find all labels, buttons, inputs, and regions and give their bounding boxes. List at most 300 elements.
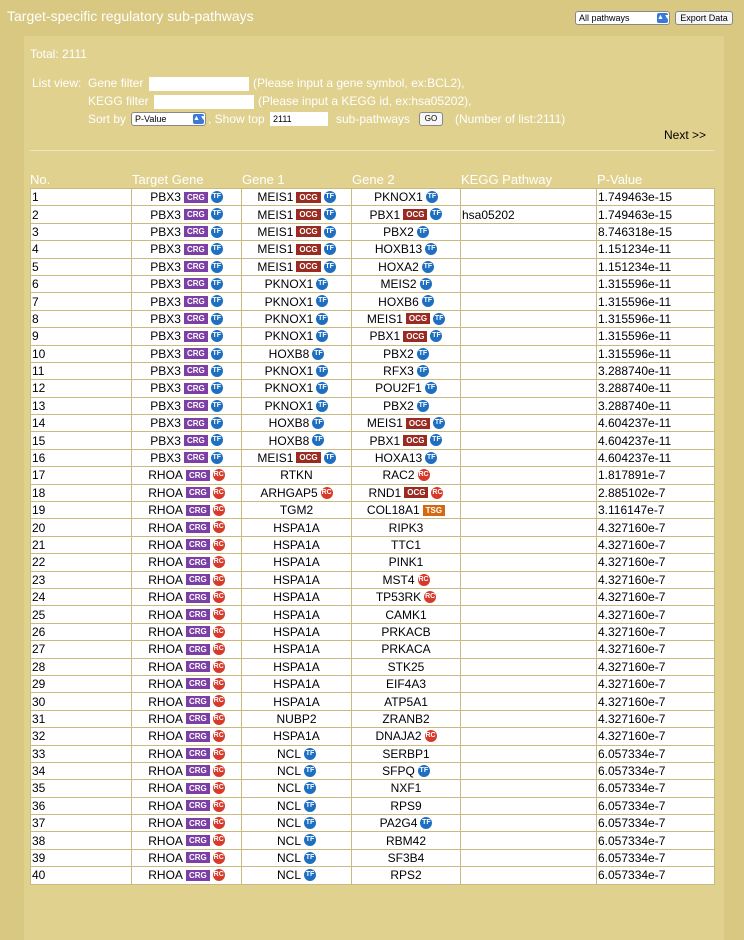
rc-icon[interactable]: RC [213, 695, 225, 707]
gene-symbol-link[interactable]: PKNOX1 [264, 311, 314, 326]
gene-symbol-link[interactable]: HSPA1A [273, 590, 320, 605]
gene-symbol-link[interactable]: PKNOX1 [264, 329, 314, 344]
ocg-badge[interactable]: OCG [296, 261, 320, 272]
tf-icon[interactable]: TF [304, 782, 316, 794]
crg-badge[interactable]: CRG [186, 557, 210, 568]
gene-symbol-link[interactable]: NCL [276, 781, 301, 796]
target-gene-cell [132, 432, 242, 449]
crg-badge[interactable]: CRG [184, 278, 208, 289]
crg-badge[interactable]: CRG [186, 644, 210, 655]
tf-icon[interactable]: TF [211, 243, 223, 255]
gene-symbol-link[interactable]: PBX1 [369, 433, 401, 448]
rc-icon[interactable]: RC [321, 487, 333, 499]
crg-badge[interactable]: CRG [184, 226, 208, 237]
tf-icon[interactable]: TF [211, 208, 223, 220]
gene-symbol-link[interactable]: HOXB8 [268, 416, 310, 431]
rc-icon[interactable]: RC [213, 713, 225, 725]
tf-icon[interactable]: TF [304, 765, 316, 777]
target-gene-cell [132, 641, 242, 658]
tf-icon[interactable]: TF [304, 852, 316, 864]
gene-symbol-link[interactable]: RHOA [148, 833, 183, 848]
gene-symbol-link[interactable]: RHOA [148, 746, 183, 761]
gene-symbol-link[interactable]: SFPQ [382, 764, 415, 779]
crg-badge[interactable]: CRG [184, 296, 208, 307]
crg-badge[interactable]: CRG [186, 800, 210, 811]
tf-icon[interactable]: TF [211, 191, 223, 203]
tf-icon[interactable]: TF [316, 365, 328, 377]
gene-symbol-link[interactable]: PBX3 [150, 433, 181, 448]
gene-symbol-link[interactable]: HSPA1A [273, 624, 320, 639]
target-gene-cell [132, 206, 242, 223]
gene-symbol-link[interactable]: HSPA1A [273, 659, 320, 674]
gene-2-cell [352, 362, 461, 379]
rc-icon[interactable]: RC [213, 800, 225, 812]
gene-symbol-link[interactable]: MST4 [382, 572, 415, 587]
ocg-badge[interactable]: OCG [406, 313, 430, 324]
tf-icon[interactable]: TF [417, 226, 429, 238]
crg-badge[interactable]: CRG [184, 418, 208, 429]
tf-icon[interactable]: TF [417, 365, 429, 377]
gene-symbol-link[interactable]: HSPA1A [273, 520, 320, 535]
gene-symbol-link[interactable]: HOXB13 [374, 242, 423, 257]
crg-badge[interactable]: CRG [186, 574, 210, 585]
ocg-badge[interactable]: OCG [403, 331, 427, 342]
crg-badge[interactable]: CRG [184, 313, 208, 324]
tf-icon[interactable]: TF [312, 348, 324, 360]
gene-symbol-link[interactable]: MEIS1 [257, 224, 294, 239]
gene-symbol-link[interactable]: RHOA [148, 694, 183, 709]
gene-symbol-link[interactable]: HSPA1A [273, 538, 320, 552]
crg-badge[interactable]: CRG [186, 765, 210, 776]
crg-badge[interactable]: CRG [186, 470, 210, 481]
gene-symbol-link[interactable]: HSPA1A [273, 572, 320, 587]
tf-icon[interactable]: TF [422, 295, 434, 307]
rc-icon[interactable]: RC [213, 521, 225, 533]
crg-badge[interactable]: CRG [184, 244, 208, 255]
crg-badge[interactable]: CRG [184, 435, 208, 446]
tf-icon[interactable]: TF [211, 434, 223, 446]
tf-icon[interactable]: TF [430, 434, 442, 446]
gene-symbol-link[interactable]: PKNOX1 [264, 398, 314, 413]
gene-symbol-link[interactable]: TGM2 [279, 503, 314, 518]
gene-symbol-link[interactable]: NCL [276, 764, 301, 779]
rc-icon[interactable]: RC [213, 608, 225, 620]
crg-badge[interactable]: CRG [184, 261, 208, 272]
gene-1-cell [242, 641, 352, 658]
gene-symbol-link[interactable]: HSPA1A [273, 694, 320, 709]
tf-icon[interactable]: TF [418, 765, 430, 777]
gene-symbol-link[interactable]: PBX3 [150, 381, 181, 396]
gene-symbol-link[interactable]: RAC2 [382, 468, 415, 483]
gene-filter-input[interactable] [149, 77, 249, 91]
gene-symbol-link[interactable]: RTKN [280, 468, 313, 483]
gene-2-cell [352, 641, 461, 658]
row-number: 24 [31, 588, 132, 605]
tf-icon[interactable]: TF [211, 261, 223, 273]
ocg-badge[interactable]: OCG [403, 435, 427, 446]
gene-symbol-link[interactable]: RHOA [148, 711, 183, 726]
tf-icon[interactable]: TF [430, 330, 442, 342]
gene-symbol-link[interactable]: PBX3 [150, 259, 181, 274]
gene-symbol-link[interactable]: SF3B4 [387, 851, 425, 866]
gene-symbol-link[interactable]: PBX3 [150, 451, 181, 466]
gene-symbol-link[interactable]: MEIS1 [257, 259, 294, 274]
gene-symbol-link[interactable]: HSPA1A [273, 642, 320, 657]
gene-symbol-link[interactable]: HOXB6 [378, 294, 419, 309]
rc-icon[interactable]: RC [213, 556, 225, 568]
gene-symbol-link[interactable]: PBX3 [150, 311, 181, 326]
crg-badge[interactable]: CRG [184, 383, 208, 394]
rc-icon[interactable]: RC [213, 678, 225, 690]
gene-symbol-link[interactable]: PKNOX1 [264, 364, 314, 379]
tf-icon[interactable]: TF [211, 452, 223, 464]
ocg-badge[interactable]: OCG [296, 226, 320, 237]
rc-icon[interactable]: RC [213, 591, 225, 603]
kegg-pathway-cell [461, 675, 597, 692]
gene-symbol-link[interactable]: RHOA [148, 677, 183, 692]
rc-icon[interactable]: RC [424, 591, 436, 603]
ocg-badge[interactable]: OCG [296, 209, 320, 220]
gene-symbol-link[interactable]: RHOA [148, 851, 183, 866]
rc-icon[interactable]: RC [213, 765, 225, 777]
gene-symbol-link[interactable]: PBX3 [150, 224, 181, 239]
gene-symbol-link[interactable]: PINK1 [388, 555, 424, 570]
ocg-badge[interactable]: OCG [406, 418, 430, 429]
crg-badge[interactable]: CRG [186, 713, 210, 724]
gene-2-cell [352, 867, 461, 884]
tf-icon[interactable]: TF [304, 817, 316, 829]
tf-icon[interactable]: TF [417, 348, 429, 360]
go-button[interactable]: GO [419, 112, 443, 126]
crg-badge[interactable]: CRG [184, 400, 208, 411]
gene-1-cell [242, 536, 352, 553]
tf-icon[interactable]: TF [211, 417, 223, 429]
gene-symbol-link[interactable]: MEIS1 [366, 416, 403, 431]
gene-symbol-link[interactable]: RHOA [148, 764, 183, 779]
gene-symbol-link[interactable]: PBX1 [369, 207, 401, 222]
tf-icon[interactable]: TF [324, 208, 336, 220]
gene-2-cell [352, 502, 461, 519]
gene-symbol-link[interactable]: RHOA [148, 572, 183, 587]
gene-symbol-link[interactable]: RHOA [148, 781, 183, 796]
tf-icon[interactable]: TF [433, 417, 445, 429]
tf-icon[interactable]: TF [420, 278, 432, 290]
gene-symbol-link[interactable]: RPS9 [390, 798, 422, 813]
gene-symbol-link[interactable]: HOXB8 [268, 433, 310, 448]
gene-symbol-link[interactable]: PKNOX1 [264, 277, 314, 292]
gene-symbol-link[interactable]: PRKACA [381, 642, 431, 657]
crg-badge[interactable]: CRG [184, 192, 208, 203]
tf-icon[interactable]: TF [430, 208, 442, 220]
gene-symbol-link[interactable]: RHOA [148, 538, 183, 552]
p-value-cell: 4.327160e-7 [597, 554, 715, 571]
crg-badge[interactable]: CRG [186, 748, 210, 759]
gene-symbol-link[interactable]: RHOA [148, 503, 183, 518]
gene-symbol-link[interactable]: EIF4A3 [385, 677, 427, 692]
gene-symbol-link[interactable]: MEIS1 [257, 190, 294, 205]
gene-symbol-link[interactable]: PBX3 [150, 207, 181, 222]
tf-icon[interactable]: TF [324, 261, 336, 273]
gene-symbol-link[interactable]: PBX3 [150, 190, 181, 205]
tf-icon[interactable]: TF [304, 869, 316, 881]
tf-icon[interactable]: TF [425, 452, 437, 464]
gene-symbol-link[interactable]: RHOA [148, 659, 183, 674]
rc-icon[interactable]: RC [431, 487, 443, 499]
gene-symbol-link[interactable]: RIPK3 [388, 520, 424, 535]
rc-icon[interactable]: RC [213, 487, 225, 499]
tf-icon[interactable]: TF [425, 382, 437, 394]
tf-icon[interactable]: TF [316, 330, 328, 342]
tf-icon[interactable]: TF [316, 278, 328, 290]
gene-symbol-link[interactable]: NCL [276, 746, 301, 761]
rc-icon[interactable]: RC [213, 574, 225, 586]
gene-symbol-link[interactable]: PBX2 [383, 224, 414, 239]
crg-badge[interactable]: CRG [186, 626, 210, 637]
gene-symbol-link[interactable]: TP53RK [375, 590, 422, 605]
tf-icon[interactable]: TF [426, 191, 438, 203]
gene-symbol-link[interactable]: HSPA1A [273, 607, 320, 622]
gene-symbol-link[interactable]: HOXA13 [374, 451, 423, 466]
gene-symbol-link[interactable]: MEIS1 [257, 242, 294, 257]
rc-icon[interactable]: RC [213, 852, 225, 864]
crg-badge[interactable]: CRG [184, 365, 208, 376]
gene-symbol-link[interactable]: NCL [276, 868, 301, 883]
gene-symbol-link[interactable]: SERBP1 [382, 746, 430, 761]
gene-symbol-link[interactable]: RHOA [148, 816, 183, 831]
crg-badge[interactable]: CRG [186, 505, 210, 516]
gene-symbol-link[interactable]: RHOA [148, 868, 183, 883]
tf-icon[interactable]: TF [312, 417, 324, 429]
table-row [31, 606, 715, 623]
tf-icon[interactable]: TF [312, 434, 324, 446]
gene-symbol-link[interactable]: NXF1 [390, 781, 422, 796]
ocg-badge[interactable]: OCG [404, 487, 428, 498]
tf-icon[interactable]: TF [211, 348, 223, 360]
rc-icon[interactable]: RC [213, 661, 225, 673]
pathway-select[interactable] [575, 11, 670, 25]
tf-icon[interactable]: TF [316, 382, 328, 394]
rc-icon[interactable]: RC [213, 869, 225, 881]
gene-1-cell [242, 415, 352, 432]
next-page-link[interactable]: Next >> [664, 128, 707, 142]
tsg-badge[interactable]: TSG [423, 505, 445, 516]
crg-badge[interactable]: CRG [186, 852, 210, 863]
rc-icon[interactable]: RC [213, 730, 225, 742]
tf-icon[interactable]: TF [433, 313, 445, 325]
gene-symbol-link[interactable]: HOXA2 [378, 259, 419, 274]
rc-icon[interactable]: RC [213, 539, 225, 551]
gene-symbol-link[interactable]: RHOA [148, 485, 183, 500]
tf-icon[interactable]: TF [211, 365, 223, 377]
rc-icon[interactable]: RC [213, 782, 225, 794]
table-row [31, 728, 715, 745]
ocg-badge[interactable]: OCG [296, 452, 320, 463]
tf-icon[interactable]: TF [324, 226, 336, 238]
tf-icon[interactable]: TF [316, 400, 328, 412]
kegg-pathway-cell [461, 432, 597, 449]
gene-symbol-link[interactable]: ATP5A1 [384, 694, 428, 709]
gene-symbol-link[interactable]: NCL [276, 816, 301, 831]
tf-icon[interactable]: TF [211, 278, 223, 290]
target-gene-cell [132, 797, 242, 814]
tf-icon[interactable]: TF [304, 748, 316, 760]
gene-symbol-link[interactable]: ARHGAP5 [260, 485, 318, 500]
export-data-button[interactable]: Export Data [675, 11, 733, 25]
crg-badge[interactable]: CRG [186, 783, 210, 794]
gene-symbol-link[interactable]: HSPA1A [273, 729, 320, 744]
p-value-cell: 3.288740e-11 [597, 362, 715, 379]
tf-icon[interactable]: TF [422, 261, 434, 273]
crg-badge[interactable]: CRG [186, 818, 210, 829]
gene-symbol-link[interactable]: PA2G4 [379, 816, 418, 831]
gene-symbol-link[interactable]: RHOA [148, 798, 183, 813]
gene-symbol-link[interactable]: PBX3 [150, 398, 181, 413]
gene-symbol-link[interactable]: TTC1 [391, 538, 421, 552]
gene-symbol-link[interactable]: PBX1 [369, 329, 401, 344]
crg-badge[interactable]: CRG [186, 678, 210, 689]
ocg-badge[interactable]: OCG [296, 192, 320, 203]
gene-symbol-link[interactable]: PKNOX1 [264, 381, 314, 396]
tf-icon[interactable]: TF [211, 313, 223, 325]
gene-symbol-link[interactable]: MEIS2 [380, 277, 417, 292]
kegg-filter-input[interactable] [154, 95, 254, 109]
p-value-cell: 6.057334e-7 [597, 780, 715, 797]
tf-icon[interactable]: TF [211, 295, 223, 307]
gene-symbol-link[interactable]: CAMK1 [385, 607, 427, 622]
rc-icon[interactable]: RC [213, 504, 225, 516]
gene-symbol-link[interactable]: NCL [276, 851, 301, 866]
rc-icon[interactable]: RC [418, 574, 430, 586]
gene-symbol-link[interactable]: RND1 [368, 485, 402, 500]
gene-symbol-link[interactable]: RFX3 [383, 364, 414, 379]
crg-badge[interactable]: CRG [186, 522, 210, 533]
table-row [31, 345, 715, 362]
gene-symbol-link[interactable]: PBX3 [150, 346, 181, 361]
gene-symbol-link[interactable]: RHOA [148, 590, 183, 605]
kegg-pathway-cell[interactable]: hsa05202 [461, 206, 597, 223]
gene-symbol-link[interactable]: HSPA1A [273, 555, 320, 570]
tf-icon[interactable]: TF [304, 834, 316, 846]
crg-badge[interactable]: CRG [184, 331, 208, 342]
tf-icon[interactable]: TF [324, 452, 336, 464]
gene-symbol-link[interactable]: PBX2 [383, 398, 414, 413]
gene-symbol-link[interactable]: PKNOX1 [374, 190, 423, 205]
table-row [31, 554, 715, 571]
tf-icon[interactable]: TF [211, 400, 223, 412]
crg-badge[interactable]: CRG [184, 348, 208, 359]
gene-symbol-link[interactable]: PBX3 [150, 364, 181, 379]
rc-icon[interactable]: RC [425, 730, 437, 742]
crg-badge[interactable]: CRG [186, 487, 210, 498]
gene-symbol-link[interactable]: PBX2 [383, 346, 414, 361]
gene-symbol-link[interactable]: PKNOX1 [264, 294, 314, 309]
gene-symbol-link[interactable]: RBM42 [385, 833, 426, 848]
crg-badge[interactable]: CRG [184, 452, 208, 463]
crg-badge[interactable]: CRG [186, 661, 210, 672]
gene-symbol-link[interactable]: MEIS1 [257, 207, 294, 222]
gene-symbol-link[interactable]: RHOA [148, 729, 183, 744]
gene-symbol-link[interactable]: DNAJA2 [375, 729, 422, 744]
gene-2-cell [352, 571, 461, 588]
gene-1-cell [242, 189, 352, 206]
rc-icon[interactable]: RC [213, 817, 225, 829]
crg-badge[interactable]: CRG [186, 731, 210, 742]
gene-symbol-link[interactable]: PBX3 [150, 329, 181, 344]
rc-icon[interactable]: RC [213, 748, 225, 760]
gene-2-cell [352, 675, 461, 692]
gene-symbol-link[interactable]: RPS2 [390, 868, 422, 883]
sub-pathways-label: sub-pathways [336, 112, 411, 126]
gene-symbol-link[interactable]: RHOA [148, 624, 183, 639]
gene-symbol-link[interactable]: PBX3 [150, 416, 181, 431]
gene-symbol-link[interactable]: HOXB8 [268, 346, 310, 361]
crg-badge[interactable]: CRG [186, 539, 210, 550]
show-top-input[interactable] [270, 112, 328, 126]
ocg-badge[interactable]: OCG [296, 244, 320, 255]
tf-icon[interactable]: TF [211, 382, 223, 394]
gene-1-cell [242, 710, 352, 727]
crg-badge[interactable]: CRG [184, 209, 208, 220]
rc-icon[interactable]: RC [213, 626, 225, 638]
gene-symbol-link[interactable]: NCL [276, 833, 301, 848]
tf-icon[interactable]: TF [316, 295, 328, 307]
gene-symbol-link[interactable]: RHOA [148, 642, 183, 657]
gene-symbol-link[interactable]: RHOA [148, 555, 183, 570]
gene-symbol-link[interactable]: PBX3 [150, 277, 181, 292]
tf-icon[interactable]: TF [324, 243, 336, 255]
tf-icon[interactable]: TF [417, 400, 429, 412]
gene-symbol-link[interactable]: POU2F1 [375, 381, 422, 396]
gene-symbol-link[interactable]: MEIS1 [366, 311, 403, 326]
gene-symbol-link[interactable]: COL18A1 [366, 503, 420, 518]
tf-icon[interactable]: TF [316, 313, 328, 325]
gene-filter-hint: (Please input a gene symbol, ex:BCL2), [253, 76, 465, 90]
gene-symbol-link[interactable]: RHOA [148, 520, 183, 535]
gene-symbol-link[interactable]: STK25 [387, 659, 425, 674]
crg-badge[interactable]: CRG [186, 870, 210, 881]
crg-badge[interactable]: CRG [186, 835, 210, 846]
gene-symbol-link[interactable]: RHOA [148, 468, 183, 483]
gene-symbol-link[interactable]: HSPA1A [273, 677, 320, 692]
gene-symbol-link[interactable]: PRKACB [381, 624, 431, 639]
tf-icon[interactable]: TF [304, 800, 316, 812]
ocg-badge[interactable]: OCG [403, 209, 427, 220]
tf-icon[interactable]: TF [420, 817, 432, 829]
rc-icon[interactable]: RC [213, 834, 225, 846]
rc-icon[interactable]: RC [213, 469, 225, 481]
gene-symbol-link[interactable]: NUBP2 [276, 711, 317, 726]
tf-icon[interactable]: TF [324, 191, 336, 203]
rc-icon[interactable]: RC [418, 469, 430, 481]
gene-symbol-link[interactable]: ZRANB2 [382, 711, 430, 726]
gene-2-cell [352, 728, 461, 745]
crg-badge[interactable]: CRG [186, 609, 210, 620]
gene-symbol-link[interactable]: RHOA [148, 607, 183, 622]
gene-symbol-link[interactable]: PBX3 [150, 294, 181, 309]
gene-1-cell [242, 606, 352, 623]
tf-icon[interactable]: TF [211, 226, 223, 238]
rc-icon[interactable]: RC [213, 643, 225, 655]
tf-icon[interactable]: TF [211, 330, 223, 342]
crg-badge[interactable]: CRG [186, 592, 210, 603]
gene-1-cell [242, 328, 352, 345]
crg-badge[interactable]: CRG [186, 696, 210, 707]
gene-symbol-link[interactable]: PBX3 [150, 242, 181, 257]
gene-symbol-link[interactable]: MEIS1 [257, 451, 294, 466]
sort-select[interactable] [131, 112, 206, 126]
gene-symbol-link[interactable]: NCL [276, 798, 301, 813]
tf-icon[interactable]: TF [425, 243, 437, 255]
